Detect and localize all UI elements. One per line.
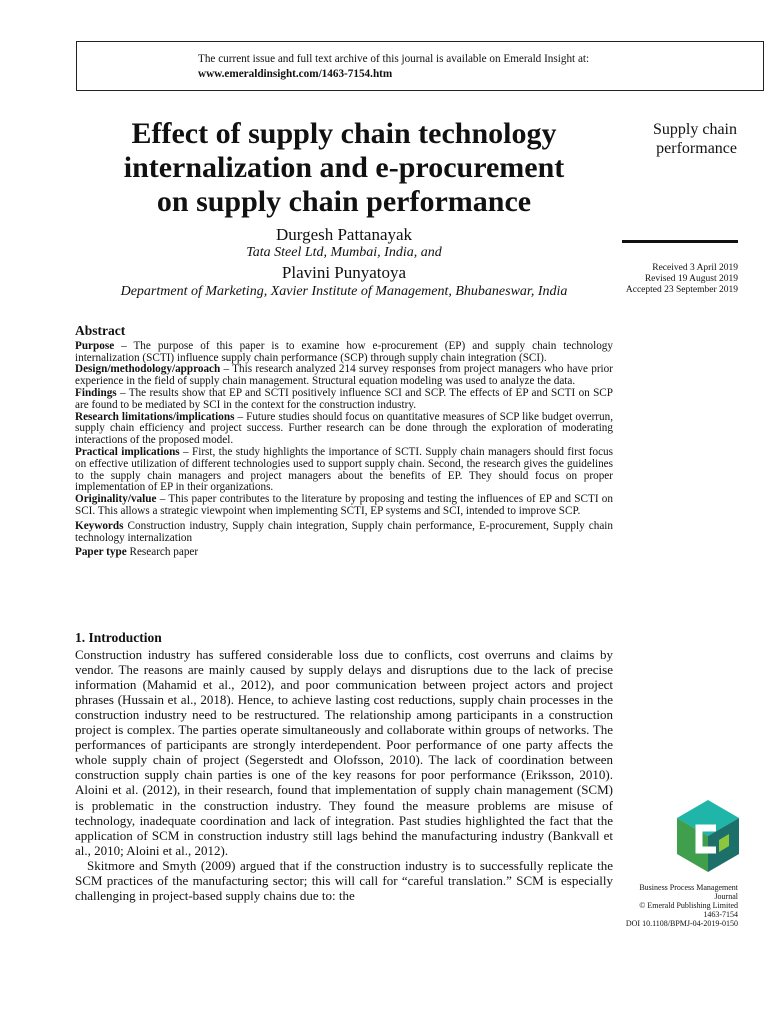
paper-type-text: Research paper bbox=[126, 546, 199, 559]
abstract-section bbox=[75, 325, 613, 559]
author-name: Plavini Punyatoya bbox=[281, 263, 407, 282]
received-date: Received 3 April 2019 bbox=[652, 263, 738, 273]
abstract-label: Research limitations/implications bbox=[75, 410, 235, 423]
paper-type-label: Paper type bbox=[75, 546, 127, 559]
abstract-paragraph bbox=[75, 447, 613, 494]
sidebar-divider bbox=[622, 240, 738, 243]
keywords-label: Keywords bbox=[75, 519, 124, 532]
abstract-paragraph bbox=[75, 388, 613, 412]
running-title-line: Supply chain bbox=[653, 121, 737, 138]
paper-title bbox=[72, 117, 616, 219]
running-title-line: performance bbox=[656, 140, 737, 157]
archive-notice-text: The current issue and full text archive of this journal is available on Emerald Insight at: bbox=[198, 53, 590, 65]
abstract-heading: Abstract bbox=[75, 323, 126, 338]
issn: 1463-7154 bbox=[703, 910, 738, 919]
paper-title-line: Effect of supply chain technology bbox=[131, 117, 557, 150]
keywords-text: Construction industry, Supply chain integration, Supply chain performance, E-procurement, Supply chain technology internalization bbox=[75, 519, 613, 544]
abstract-paragraph bbox=[75, 341, 613, 365]
journal-name: Business Process Management bbox=[639, 883, 738, 892]
doi-link[interactable]: DOI 10.1108/BPMJ-04-2019-0150 bbox=[625, 919, 738, 928]
publication-dates bbox=[600, 263, 738, 296]
journal-name: Journal bbox=[714, 892, 738, 901]
journal-info bbox=[600, 883, 738, 928]
introduction-section bbox=[75, 630, 613, 903]
paper-title-line: on supply chain performance bbox=[156, 185, 532, 218]
author-affiliation: Tata Steel Ltd, Mumbai, India, and bbox=[246, 245, 442, 260]
crossref-logo-icon[interactable] bbox=[677, 800, 739, 872]
abstract-paragraph bbox=[75, 494, 613, 518]
abstract-label: Practical implications bbox=[75, 445, 180, 458]
abstract-label: Purpose bbox=[75, 339, 115, 352]
abstract-label: Originality/value bbox=[75, 493, 157, 506]
archive-url-link[interactable]: www.emeraldinsight.com/1463-7154.htm bbox=[198, 68, 393, 80]
accepted-date: Accepted 23 September 2019 bbox=[625, 285, 738, 295]
abstract-text: – This paper contributes to the literature by proposing and testing the influences of EP and SCTI on SCI. This allows a strategic viewpoint when implementing SCTI, EP systems and SCI, intended to improve SCP. bbox=[75, 493, 613, 517]
paper-type bbox=[75, 547, 613, 559]
abstract-text: – The purpose of this paper is to examine how e-procurement (EP) and supply chain technology internalization (SCTI) influence supply chain performance (SCP) through supply chain integration (SCI). bbox=[75, 339, 613, 364]
author-affiliation: Department of Marketing, Xavier Institute of Management, Bhubaneswar, India bbox=[120, 284, 568, 299]
paper-title-line: internalization and e-procurement bbox=[123, 151, 565, 184]
revised-date: Revised 19 August 2019 bbox=[644, 274, 738, 284]
body-paragraph: Construction industry has suffered considerable loss due to conflicts, cost overruns and claims by vendor. The reasons are mainly caused by supply delays and disruptions due to the lack of precise information (Mahamid et al., 2012), and poor communication between project actors and project phrases (Hussain et al., 2018). Hence, to achieve lasting cost reductions, supply chain processes in the construction industry need to be restructured. The relationship among participants in a construction project is complex. The parties operate simultaneously and collaborate within groups of networks. The performances of participants are strongly interdependent. Poor performance of one party affects the whole supply chain of project (Segerstedt and Olofsson, 2010). The lack of coordination between construction supply chain parties is one of the key reasons for poor performance (Eriksson, 2010). Aloini et al. (2012), in their research, found that implementation of supply chain management (SCM) is problematic in the construction industry. They found the measure problems are misuse of technology, inadequate coordination and lack of integration. Past studies highlighted the fact that the application of SCM in construction industry still lags behind the manufacturing industry (Bankvall et al., 2010; Aloini et al., 2012). bbox=[75, 647, 613, 858]
copyright-notice: © Emerald Publishing Limited bbox=[639, 901, 738, 910]
abstract-label: Design/methodology/approach bbox=[75, 363, 221, 376]
abstract-text: – Future studies should focus on quantitative measures of SCP like budget overrun, supply chain efficiency and project success. Further research can be done through the exploration of moderating interactions of the proposed model. bbox=[75, 410, 613, 447]
abstract-paragraph bbox=[75, 364, 613, 388]
archive-notice-box bbox=[76, 41, 764, 91]
abstract-label: Findings bbox=[75, 386, 117, 399]
abstract-text: – First, the study highlights the importance of SCTI. Supply chain managers should first focus on effective utilization of different technologies used to support supply chain. Second, the research gives the guidelines to the supply chain managers and project managers about the benefits of EP. They should focus on proper implementation of EP in their organizations. bbox=[75, 445, 614, 494]
abstract-paragraph bbox=[75, 412, 613, 447]
running-title bbox=[620, 120, 737, 158]
body-paragraph: Skitmore and Smyth (2009) argued that if the construction industry is to successfully replicate the SCM practices of the manufacturing sector; this will call for “careful translation.” SCM is especially challenging in project-based supply chains due to: the bbox=[75, 857, 613, 903]
author-name: Durgesh Pattanayak bbox=[275, 225, 413, 244]
abstract-text: – This research analyzed 214 survey responses from project managers who have prior experience in the field of supply chain management. Structural equation modeling was used to analyze the data. bbox=[75, 363, 613, 388]
section-heading: 1. Introduction bbox=[75, 630, 162, 645]
keywords bbox=[75, 521, 613, 545]
abstract-text: – The results show that EP and SCTI positively influence SCI and SCP. The effects of EP and SCTI on SCP are found to be mediated by SCI in the context for the construction industry. bbox=[75, 386, 613, 411]
